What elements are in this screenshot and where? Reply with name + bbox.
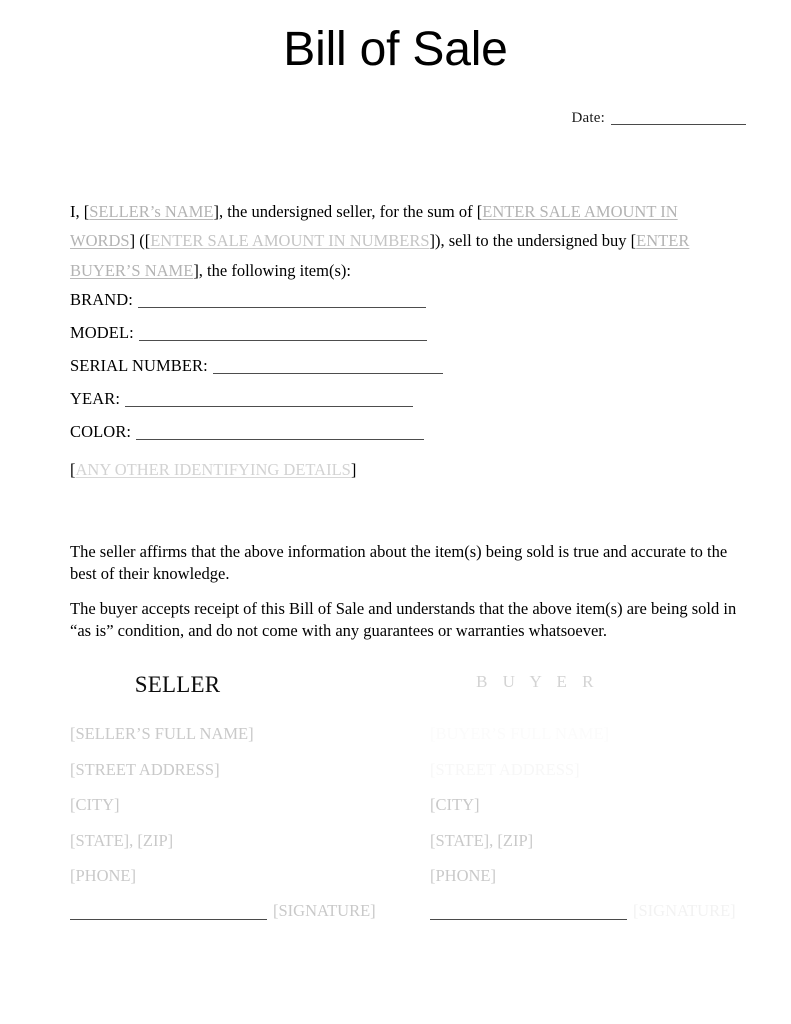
seller-heading: SELLER [134,672,221,697]
seller-street-address[interactable]: [STREET ADDRESS] [70,759,220,779]
date-label: Date: [571,110,605,126]
buyer-signature-rule[interactable] [430,919,627,920]
other-details-open-bracket: [ [70,460,76,479]
placeholder-sale-amount-words[interactable]: ENTER SALE AMOUNT IN WORDS [70,201,678,250]
buyer-signature-row [430,896,760,926]
buyer-column [430,672,760,926]
buyer-heading: B U Y E R [476,672,599,691]
year-input-rule[interactable] [125,406,413,407]
signature-block [0,672,791,932]
field-row-year [70,382,710,415]
seller-signature-row [70,896,400,926]
model-label: MODEL: [70,323,134,342]
buyer-full-name[interactable]: [BUYER’S FULL NAME] [430,724,610,743]
page-title: Bill of Sale [283,23,508,76]
serial-number-input-rule[interactable] [213,373,443,374]
color-label: COLOR: [70,422,132,441]
intro-segment-5: ], the following item(s): [193,260,351,280]
seller-city[interactable]: [CITY] [70,795,120,814]
intro-segment-3: ] ([ [129,231,151,250]
seller-signature-rule[interactable] [70,919,267,920]
field-row-serial-number [70,349,710,382]
seller-column [70,672,400,926]
field-row-color [70,415,710,448]
seller-full-name[interactable]: [SELLER’S FULL NAME] [70,724,254,743]
seller-state-zip[interactable]: [STATE], [ZIP] [70,830,174,850]
buyer-acceptance-paragraph: The buyer accepts receipt of this Bill of Sale and understands that the above item(s) are being sold in “as is” condition, and do not come with any guarantees or warranties whatsoever. [70,598,737,640]
seller-signature-label: [SIGNATURE] [273,900,376,920]
seller-affirmation-paragraph: The seller affirms that the above information about the item(s) being sold is true and accurate to the best of their knowledge. [70,541,728,583]
intro-segment-2: ], the undersigned seller, for the sum of [ [213,201,483,221]
other-details-row [70,458,356,482]
model-input-rule[interactable] [139,340,427,341]
serial-number-label: SERIAL NUMBER: [70,356,208,375]
year-label: YEAR: [70,389,120,408]
date-field [572,110,746,127]
date-input-rule[interactable] [611,124,746,125]
other-details-close-bracket: ] [350,460,357,479]
brand-label: BRAND: [70,290,133,309]
placeholder-buyer-name[interactable]: ENTER BUYER’S NAME [70,231,690,280]
intro-segment-1: I, [ [70,201,90,221]
buyer-signature-label: [SIGNATURE] [633,900,736,920]
intro-paragraph [70,197,718,286]
intro-segment-4: ]), sell to the undersigned buy [ [429,231,637,250]
buyer-state-zip[interactable]: [STATE], [ZIP] [430,830,534,850]
buyer-phone[interactable]: [PHONE] [430,866,496,885]
buyer-street-address[interactable]: [STREET ADDRESS] [430,759,580,779]
placeholder-other-identifying-details[interactable]: ANY OTHER IDENTIFYING DETAILS [75,460,351,479]
item-fields-group [70,283,710,448]
placeholder-seller-name[interactable]: SELLER’s NAME [89,201,214,221]
color-input-rule[interactable] [136,439,424,440]
buyer-city[interactable]: [CITY] [430,795,480,814]
placeholder-sale-amount-numbers[interactable]: ENTER SALE AMOUNT IN NUMBERS [150,231,430,250]
seller-phone[interactable]: [PHONE] [70,866,136,885]
field-row-brand [70,283,710,316]
field-row-model [70,316,710,349]
brand-input-rule[interactable] [138,307,426,308]
